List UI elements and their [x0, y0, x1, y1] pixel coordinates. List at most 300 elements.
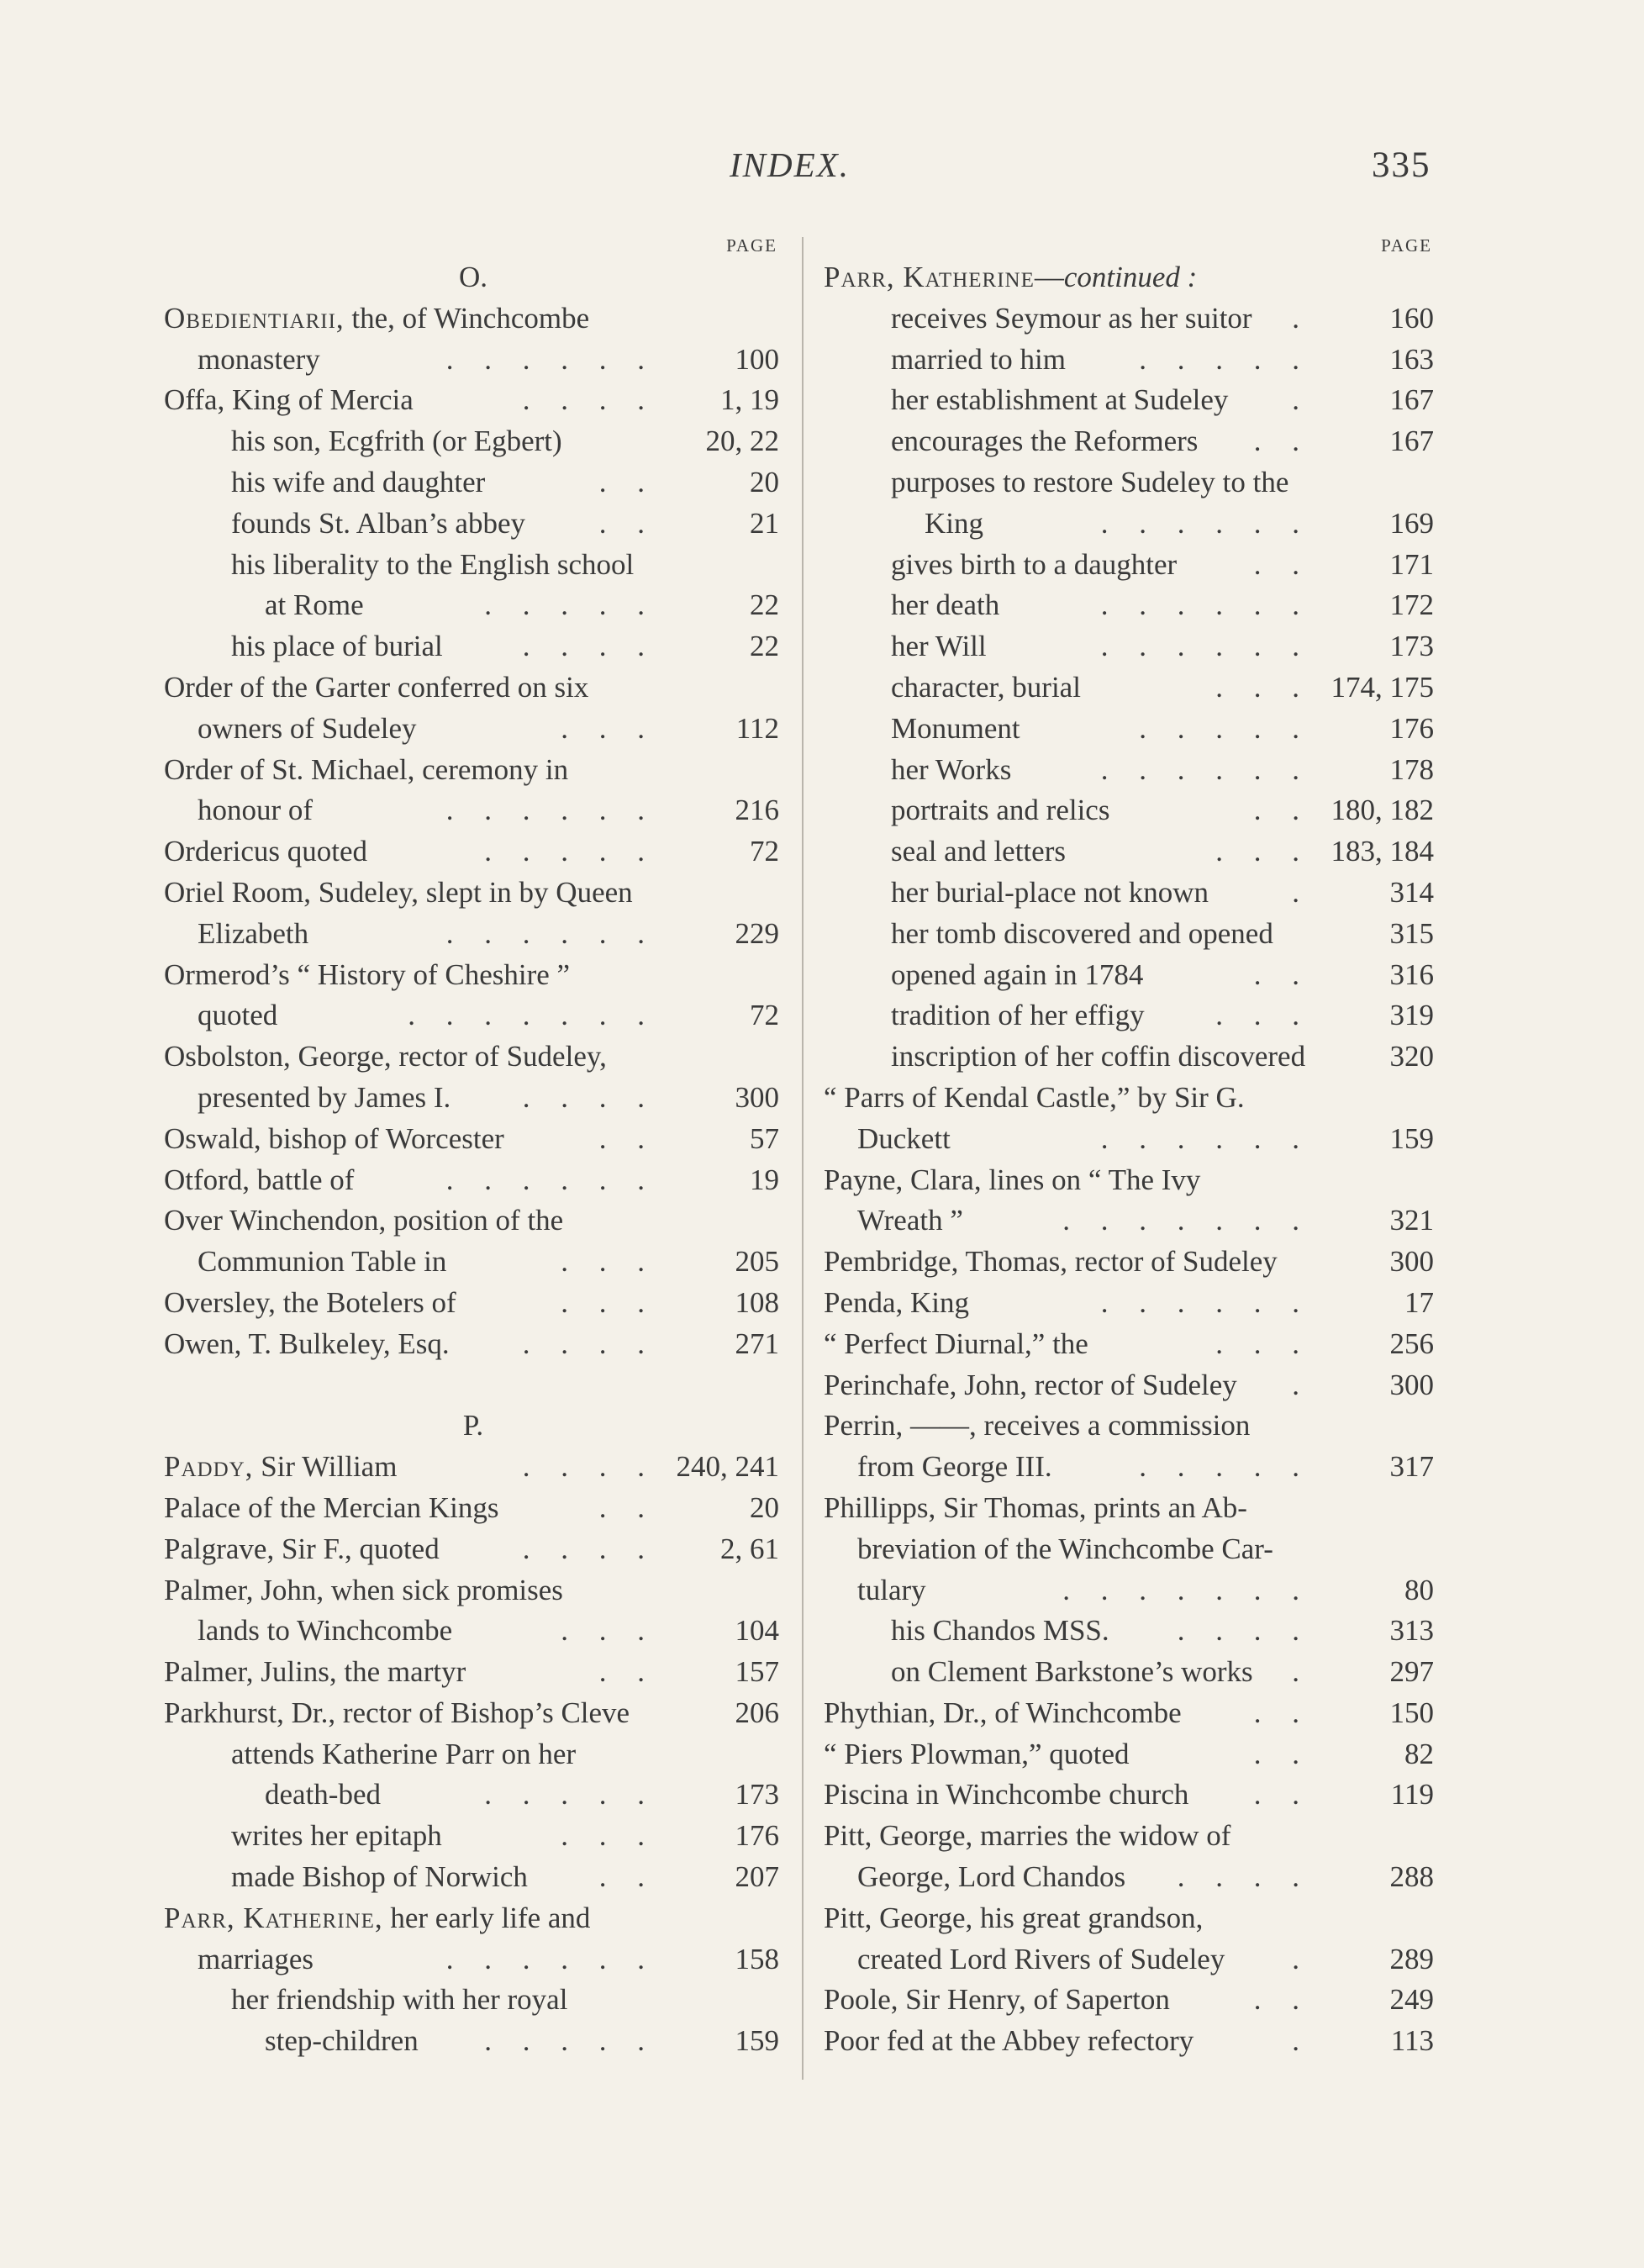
leader-dots: . .: [598, 506, 656, 540]
entry-body: her Will: [891, 630, 987, 663]
entry-text: [824, 257, 1197, 298]
page-reference: 176: [1389, 711, 1434, 745]
section-heading: [164, 1406, 782, 1447]
entry-text: [824, 1734, 1130, 1775]
leader-dots: . . . . . .: [1100, 506, 1311, 540]
entry-text: [891, 750, 1011, 790]
entry-text: [164, 1036, 607, 1077]
index-entry: [164, 1447, 782, 1488]
entry-body: seal and letters: [891, 835, 1066, 868]
page-reference: 1, 19: [720, 383, 779, 417]
page-reference: 320: [1389, 1040, 1434, 1073]
page-reference: 108: [735, 1285, 779, 1319]
entry-text: [824, 1816, 1230, 1856]
entry-text: [164, 1447, 397, 1487]
entry-body: Payne, Clara, lines on “ The Ivy: [824, 1163, 1201, 1196]
entry-text: [231, 1857, 528, 1897]
entry-body: —: [1034, 261, 1064, 293]
entry-text: [857, 1119, 951, 1159]
leader-dots: . . . . . .: [1100, 1285, 1311, 1319]
page-reference: 297: [1389, 1655, 1434, 1689]
entry-body: Palgrave, Sir F., quoted: [164, 1532, 440, 1565]
index-entry: [824, 1570, 1437, 1611]
entry-text: [265, 2021, 419, 2061]
entry-body: Order of the Garter conferred on six: [164, 670, 589, 704]
page-reference: 300: [1389, 1368, 1434, 1401]
index-entry: [824, 1406, 1437, 1447]
leader-dots: . . .: [561, 1614, 656, 1648]
entry-text: [925, 504, 983, 544]
leader-dots: . .: [598, 1490, 656, 1524]
page-reference: 216: [735, 794, 779, 827]
entry-text: [265, 585, 364, 625]
index-entry: [164, 1734, 782, 1775]
leader-dots: . . . . . .: [445, 916, 656, 950]
page-reference: 167: [1389, 383, 1434, 417]
page-reference: 163: [1389, 342, 1434, 376]
index-entry: [164, 421, 782, 462]
entry-text: [824, 1406, 1250, 1446]
page-reference: 205: [735, 1245, 779, 1279]
entry-text: [198, 1078, 451, 1118]
index-entry: [824, 340, 1437, 381]
entry-text: [231, 1734, 576, 1775]
index-entry: [824, 1488, 1437, 1529]
entry-body: character, burial: [891, 670, 1081, 704]
entry-text: [824, 1488, 1247, 1528]
entry-text: [164, 1160, 354, 1200]
entry-lead: Parr, Katherine: [824, 261, 1035, 293]
index-entry: [164, 1283, 782, 1324]
leader-dots: . . . . . .: [445, 1163, 656, 1196]
entry-text: [231, 1816, 442, 1856]
page-reference: 249: [1389, 1983, 1434, 2017]
leader-dots: . . . .: [522, 1327, 656, 1360]
entry-body: breviation of the Winchcombe Car-: [857, 1532, 1273, 1565]
index-entry: [164, 1857, 782, 1898]
entry-body: at Rome: [265, 588, 364, 622]
leader-dots: . . . . .: [484, 2024, 656, 2058]
page-reference: 104: [735, 1614, 779, 1648]
entry-text: [824, 2021, 1193, 2061]
index-entry: [164, 750, 782, 791]
page-reference: 174, 175: [1330, 670, 1434, 704]
index-entry: [164, 873, 782, 914]
index-entry: [164, 955, 782, 996]
page-reference: 119: [1390, 1778, 1434, 1812]
index-entry: [824, 1529, 1437, 1570]
entry-text: [231, 421, 562, 462]
leader-dots: . .: [1253, 957, 1311, 991]
page-reference: 300: [735, 1080, 779, 1114]
entry-text: [164, 1283, 456, 1323]
entry-text: [824, 1160, 1200, 1200]
entry-body: lands to Winchcombe: [198, 1614, 453, 1648]
entry-body: Otford, battle of: [164, 1163, 355, 1196]
entry-text: [891, 914, 1273, 954]
entry-text: [164, 1529, 440, 1569]
index-entry: [164, 790, 782, 831]
page-reference: 72: [750, 835, 779, 868]
leader-dots: . . . . . .: [445, 1942, 656, 1975]
entry-text: [198, 340, 320, 380]
entry-text: [231, 626, 443, 667]
page-reference: 178: [1389, 752, 1434, 786]
entry-text: [164, 667, 588, 708]
page-reference: 172: [1389, 588, 1434, 622]
entry-body: on Clement Barkstone’s works: [891, 1655, 1253, 1689]
entry-body: Phythian, Dr., of Winchcombe: [824, 1696, 1182, 1729]
entry-body: purposes to restore Sudeley to the: [891, 465, 1289, 498]
index-entry: [824, 750, 1437, 791]
entry-body: from George III.: [857, 1450, 1052, 1484]
index-entry: [824, 790, 1437, 831]
index-entry: [164, 1570, 782, 1611]
entry-body: Poor fed at the Abbey refectory: [824, 2024, 1194, 2058]
entry-text: [857, 1939, 1225, 1980]
page-reference: 256: [1389, 1327, 1434, 1360]
entry-body: “ Perfect Diurnal,” the: [824, 1327, 1088, 1360]
entry-text: [891, 1036, 1305, 1077]
entry-text: [891, 831, 1066, 872]
entry-text: [164, 1898, 590, 1938]
leader-dots: . . .: [561, 711, 656, 745]
leader-dots: . . .: [1215, 835, 1311, 868]
page-reference: 20: [750, 1490, 779, 1524]
entry-body: Osbolston, George, rector of Sudeley,: [164, 1040, 607, 1073]
entry-body: Offa, King of Mercia: [164, 383, 414, 417]
leader-dots: . . . . .: [1139, 711, 1311, 745]
entry-body: her tomb discovered and opened: [891, 916, 1273, 950]
entry-text: [891, 585, 999, 625]
index-entry: [824, 873, 1437, 914]
page-column-label: PAGE: [726, 235, 777, 256]
entry-body: Over Winchendon, position of the: [164, 1204, 564, 1237]
index-entry: [164, 1611, 782, 1652]
entry-text: [824, 1365, 1237, 1406]
entry-text: [891, 709, 1020, 749]
entry-body: her friendship with her royal: [231, 1983, 568, 2017]
entry-text: [824, 1775, 1188, 1815]
entry-text: [824, 1283, 969, 1323]
leader-dots: .: [1292, 383, 1311, 417]
entry-text: [824, 1898, 1203, 1938]
leader-dots: . . . . . .: [445, 342, 656, 376]
index-entry: [164, 298, 782, 340]
leader-dots: . .: [1253, 1778, 1311, 1812]
index-entry: [824, 667, 1437, 709]
index-entry: [164, 545, 782, 586]
index-entry: [164, 709, 782, 750]
leader-dots: . . . . . . .: [1062, 1204, 1311, 1237]
entry-text: [824, 1980, 1170, 2020]
index-entry: [824, 1119, 1437, 1160]
leader-dots: . . . . .: [484, 1778, 656, 1812]
entry-text: [198, 1611, 452, 1651]
page-reference: 206: [735, 1696, 779, 1729]
entry-body: gives birth to a daughter: [891, 547, 1178, 581]
index-entry: [164, 1324, 782, 1365]
index-entry: [164, 831, 782, 873]
page-reference: 288: [1389, 1860, 1434, 1894]
leader-dots: . . . .: [522, 1450, 656, 1484]
entry-body: Ordericus quoted: [164, 835, 368, 868]
page-reference: 319: [1389, 999, 1434, 1032]
page-reference: 100: [735, 342, 779, 376]
index-entry: [164, 914, 782, 955]
page-reference: 289: [1389, 1942, 1434, 1975]
index-entry: [164, 1242, 782, 1283]
leader-dots: .: [1292, 2024, 1311, 2058]
page-reference: 159: [1389, 1121, 1434, 1155]
page-reference: 171: [1389, 547, 1434, 581]
leader-dots: . . . .: [1177, 1614, 1311, 1648]
entry-body: attends Katherine Parr on her: [231, 1737, 577, 1770]
entry-body: Communion Table in: [198, 1245, 447, 1279]
entry-body: Sir William: [253, 1450, 398, 1484]
index-entry: [824, 1693, 1437, 1734]
index-entry: [824, 1324, 1437, 1365]
section-heading: [164, 257, 782, 298]
leader-dots: . . . . . .: [1100, 630, 1311, 663]
entry-text: [891, 995, 1145, 1036]
leader-dots: .: [1292, 301, 1311, 335]
index-entry: [824, 380, 1437, 421]
page-reference: 72: [750, 999, 779, 1032]
entry-body: her early life and: [382, 1901, 591, 1934]
entry-text: [164, 955, 570, 995]
index-entry: [164, 1980, 782, 2021]
index-entry: [164, 1200, 782, 1242]
leader-dots: . . .: [561, 1819, 656, 1853]
page-reference: 2, 61: [720, 1532, 779, 1565]
page-reference: 207: [735, 1860, 779, 1894]
index-entry: [164, 1693, 782, 1734]
page-reference: 157: [735, 1655, 779, 1689]
index-entry: [824, 585, 1437, 626]
page-reference: 317: [1389, 1450, 1434, 1484]
entry-body: inscription of her coffin discovered: [891, 1040, 1306, 1073]
leader-dots: . .: [1253, 1983, 1311, 2017]
entry-body: Perrin, ——, receives a commission: [824, 1409, 1251, 1443]
entry-body: Oriel Room, Sudeley, slept in by Queen: [164, 875, 633, 909]
entry-body: Perinchafe, John, rector of Sudeley: [824, 1368, 1237, 1401]
leader-dots: . . . . .: [484, 588, 656, 622]
leader-dots: .: [1292, 1368, 1311, 1401]
index-entry: [164, 340, 782, 381]
entry-body: Pembridge, Thomas, rector of Sudeley: [824, 1245, 1278, 1279]
page-reference: 82: [1404, 1737, 1434, 1770]
index-entry: [824, 1652, 1437, 1693]
entry-body: presented by James I.: [198, 1080, 451, 1114]
entry-lead: Parr, Katherine,: [164, 1901, 383, 1934]
entry-text: [891, 790, 1109, 831]
entry-text: [198, 1939, 314, 1980]
index-entry: [824, 955, 1437, 996]
entry-body: his wife and daughter: [231, 465, 486, 498]
index-entry: [164, 1775, 782, 1816]
leader-dots: . . . . . . .: [408, 999, 656, 1032]
section-letter: O.: [458, 261, 488, 293]
page-reference: 316: [1389, 957, 1434, 991]
entry-text: [824, 1324, 1088, 1364]
entry-body: Duckett: [857, 1121, 951, 1155]
index-entry: [164, 1898, 782, 1939]
index-entry: [824, 626, 1437, 667]
index-entry: [824, 257, 1437, 298]
entry-text: [198, 790, 313, 831]
page-reference: 22: [750, 588, 779, 622]
page-reference: 176: [735, 1819, 779, 1853]
entry-body: Poole, Sir Henry, of Saperton: [824, 1983, 1170, 2017]
entry-list: [164, 257, 782, 2062]
index-entry: [164, 1939, 782, 1981]
entry-text: [824, 1242, 1278, 1282]
entry-body: “ Parrs of Kendal Castle,” by Sir G.: [824, 1080, 1245, 1114]
index-entry: [824, 1898, 1437, 1939]
entry-text: [891, 380, 1228, 420]
entry-text: [164, 298, 589, 339]
leader-dots: . .: [598, 1121, 656, 1155]
leader-dots: . . . . .: [1139, 342, 1311, 376]
entry-body: Wreath ”: [857, 1204, 963, 1237]
leader-dots: . .: [1253, 425, 1311, 458]
entry-text: [891, 626, 987, 667]
page-reference: 159: [735, 2024, 779, 2058]
entry-list: [824, 257, 1437, 2062]
entry-body: tradition of her effigy: [891, 999, 1145, 1032]
page-reference: 313: [1389, 1614, 1434, 1648]
entry-text: [891, 545, 1177, 585]
entry-text: [891, 667, 1081, 708]
leader-dots: . . .: [1215, 1327, 1311, 1360]
page-reference: 240, 241: [676, 1450, 779, 1484]
entry-text: [891, 421, 1198, 462]
index-entry: [824, 421, 1437, 462]
page-reference: 150: [1389, 1696, 1434, 1729]
page-reference: 80: [1404, 1573, 1434, 1606]
entry-body: Oversley, the Botelers of: [164, 1285, 456, 1319]
entry-text: [891, 1611, 1109, 1651]
entry-body: receives Seymour as her suitor: [891, 301, 1252, 335]
entry-body: quoted: [198, 999, 278, 1032]
section-letter: P.: [462, 1409, 484, 1443]
entry-text: [891, 1652, 1253, 1692]
leader-dots: . . .: [561, 1245, 656, 1279]
index-entry: [164, 1036, 782, 1078]
page-reference: 271: [735, 1327, 779, 1360]
index-entry: [824, 1160, 1437, 1201]
leader-dots: . . .: [1215, 999, 1311, 1032]
page-reference: 57: [750, 1121, 779, 1155]
leader-dots: . . . .: [1177, 1860, 1311, 1894]
page-reference: 169: [1389, 506, 1434, 540]
leader-dots: . . . . .: [484, 835, 656, 868]
blank-line: [164, 1365, 782, 1406]
page-reference: 173: [735, 1778, 779, 1812]
entry-body: Pitt, George, his great grandson,: [824, 1901, 1204, 1934]
entry-body: monastery: [198, 342, 320, 376]
entry-body: George, Lord Chandos: [857, 1860, 1126, 1894]
entry-text: [164, 1652, 466, 1692]
index-entry: [164, 667, 782, 709]
page-reference: 112: [735, 711, 779, 745]
entry-text: [164, 1324, 450, 1364]
entry-body: the, of Winchcombe: [344, 301, 590, 335]
leader-dots: . .: [1253, 547, 1311, 581]
index-entry: [164, 462, 782, 504]
entry-lead: Obedientiarii,: [164, 301, 345, 335]
index-entry: [824, 1816, 1437, 1857]
index-entry: [824, 545, 1437, 586]
index-entry: [164, 504, 782, 545]
entry-lead: Paddy,: [164, 1450, 254, 1484]
entry-text: [891, 873, 1209, 913]
entry-text: [164, 1200, 563, 1241]
entry-body: Pitt, George, marries the widow of: [824, 1819, 1231, 1853]
entry-body: Phillipps, Sir Thomas, prints an Ab-: [824, 1490, 1247, 1524]
entry-body: Order of St. Michael, ceremony in: [164, 752, 569, 786]
entry-body: Piscina in Winchcombe church: [824, 1778, 1189, 1812]
entry-body: Oswald, bishop of Worcester: [164, 1121, 504, 1155]
page-header: [0, 145, 1644, 195]
leader-dots: . . . . . .: [1100, 752, 1311, 786]
entry-text: [231, 504, 525, 544]
page-reference: 180, 182: [1330, 794, 1434, 827]
entry-text: [164, 831, 367, 872]
entry-text: [891, 955, 1143, 995]
column-divider: [802, 237, 804, 2080]
leader-dots: . . . .: [522, 383, 656, 417]
entry-text: [164, 1119, 504, 1159]
index-entry: [164, 1652, 782, 1693]
page-reference: 20: [750, 465, 779, 498]
page-reference: 21: [750, 506, 779, 540]
index-entry: [824, 1980, 1437, 2021]
entry-body: married to him: [891, 342, 1067, 376]
page-reference: 167: [1389, 425, 1434, 458]
entry-body: Elizabeth: [198, 916, 309, 950]
entry-text: [265, 1775, 381, 1815]
entry-body: Palace of the Mercian Kings: [164, 1490, 499, 1524]
entry-body: marriages: [198, 1942, 314, 1975]
index-entry: [824, 831, 1437, 873]
index-entry: [824, 1447, 1437, 1488]
entry-body: portraits and relics: [891, 794, 1110, 827]
entry-text: [891, 340, 1066, 380]
entry-text: [891, 462, 1288, 503]
entry-body: his son, Ecgfrith (or Egbert): [231, 425, 562, 458]
entry-body: step-children: [265, 2024, 419, 2058]
index-entry: [164, 1488, 782, 1529]
entry-body: Penda, King: [824, 1285, 970, 1319]
index-entry: [164, 1816, 782, 1857]
leader-dots: . .: [598, 1655, 656, 1689]
page-reference: 315: [1389, 916, 1434, 950]
entry-body: encourages the Reformers: [891, 425, 1199, 458]
entry-body: tulary: [857, 1573, 926, 1606]
entry-body: her death: [891, 588, 1000, 622]
running-title: INDEX.: [730, 145, 850, 184]
index-entry: [164, 585, 782, 626]
page-reference: 158: [735, 1942, 779, 1975]
page-reference: 229: [735, 916, 779, 950]
page-reference: 20, 22: [705, 425, 779, 458]
leader-dots: . . . . . .: [1100, 588, 1311, 622]
entry-text: [857, 1529, 1273, 1569]
entry-body: his place of burial: [231, 630, 443, 663]
entry-body: writes her epitaph: [231, 1819, 442, 1853]
